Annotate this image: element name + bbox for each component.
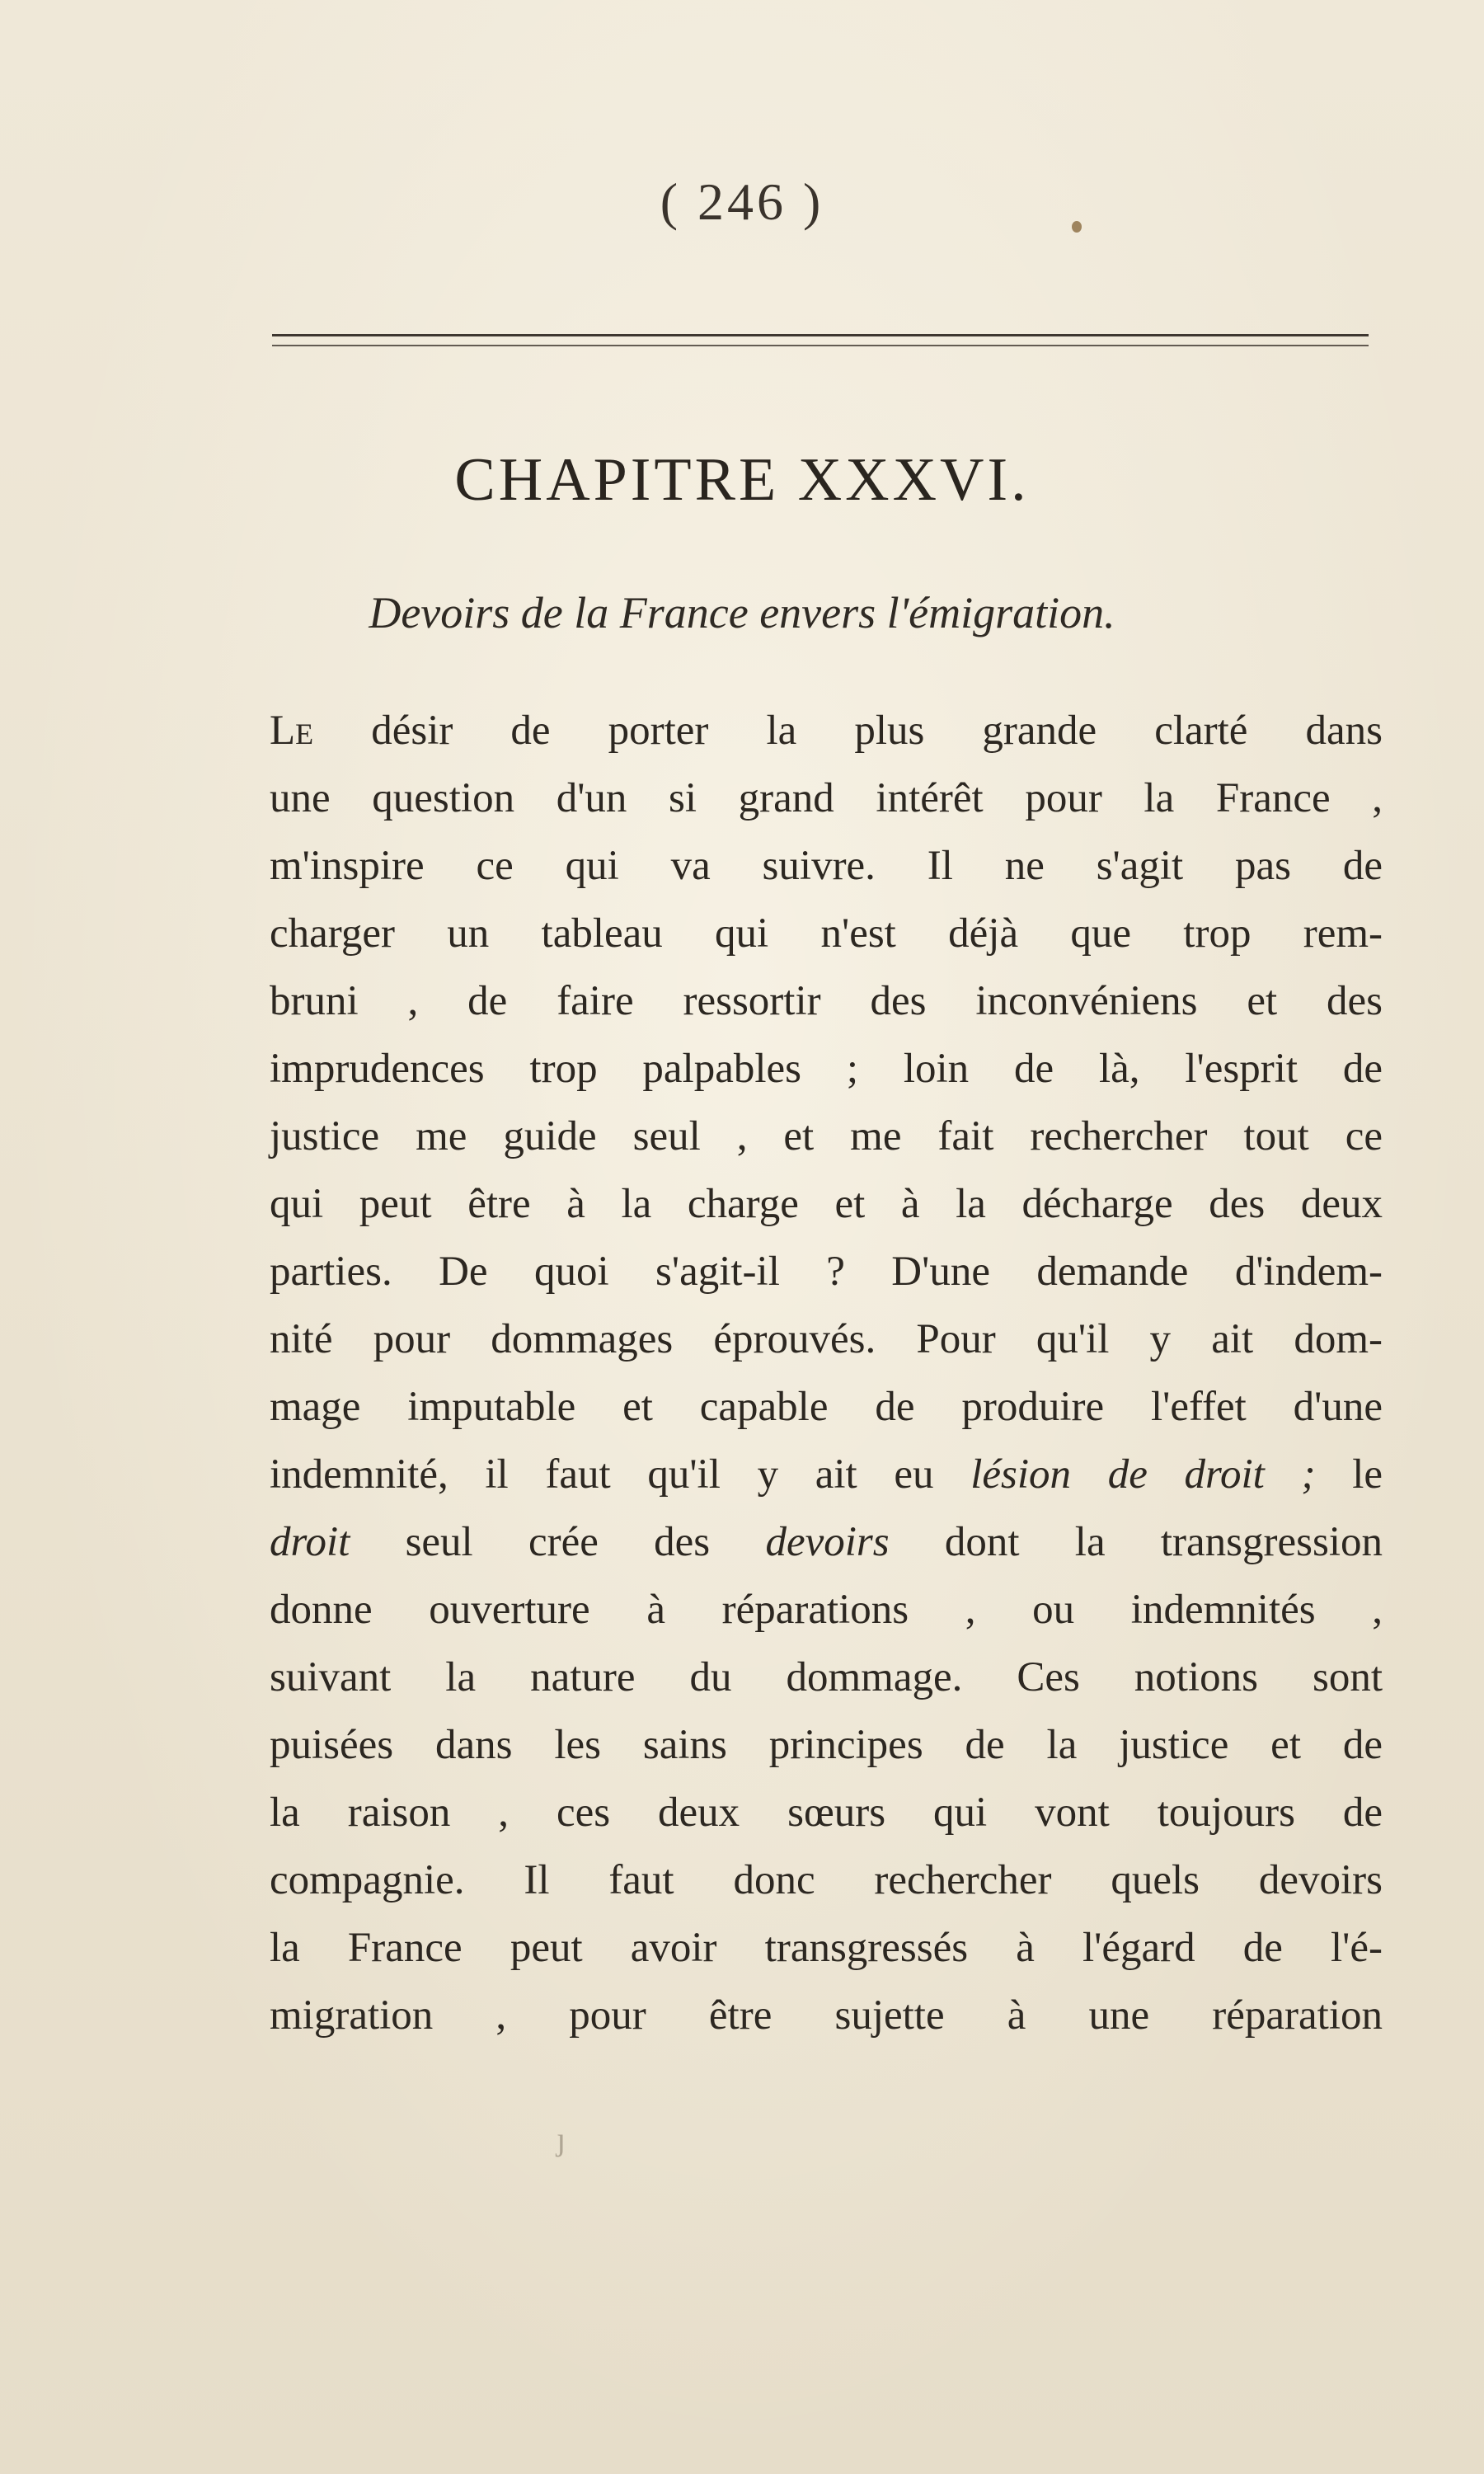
text-run: la raison , ces deux sœurs qui vont toujours de — [270, 1790, 1383, 1836]
text-run: une question d'un si grand intérêt pour la France , — [270, 775, 1383, 821]
text-line — [270, 1508, 1383, 1576]
text-run: qui peut être à la charge et à la décharge des deux — [270, 1181, 1383, 1227]
text-run: indemnité, il faut qu'il y ait eu — [270, 1451, 971, 1498]
text-run: le — [1315, 1451, 1383, 1498]
text-line — [270, 1982, 1383, 2049]
text-line — [270, 1846, 1383, 1914]
text-line — [270, 1103, 1383, 1170]
text-run: parties. De quoi s'agit-il ? D'une demande d'indem- — [270, 1249, 1383, 1295]
text-line — [270, 1644, 1383, 1711]
text-line — [270, 967, 1383, 1035]
text-run: devoirs — [765, 1519, 890, 1565]
text-line — [270, 1914, 1383, 1982]
body-text — [270, 697, 1383, 2049]
chapter-subtitle: Devoirs de la France envers l'émigration. — [369, 588, 1115, 637]
text-run: compagnie. Il faut donc rechercher quels devoirs — [270, 1857, 1383, 1903]
text-line — [270, 764, 1383, 832]
text-line — [270, 1441, 1383, 1508]
text-run: désir de porter la plus grande clarté dans — [313, 708, 1383, 754]
text-line — [270, 697, 1383, 764]
text-run: Le — [270, 708, 314, 754]
text-run: lésion de droit ; — [970, 1451, 1316, 1498]
text-run: puisées dans les sains principes de la justice et de — [270, 1722, 1383, 1768]
text-line — [270, 1035, 1383, 1103]
text-run: m'inspire ce qui va suivre. Il ne s'agit pas de — [270, 843, 1383, 889]
text-line — [270, 1305, 1383, 1373]
text-line — [270, 1170, 1383, 1238]
text-run: nité pour dommages éprouvés. Pour qu'il y ait dom- — [270, 1316, 1383, 1362]
header-rule-thin — [272, 345, 1369, 346]
text-line — [270, 1576, 1383, 1644]
text-line — [270, 832, 1383, 900]
text-run: donne ouverture à réparations , ou indemnités , — [270, 1587, 1383, 1633]
text-line — [270, 1711, 1383, 1779]
ink-mark: ȷ — [556, 2120, 566, 2157]
text-run: bruni , de faire ressortir des inconvéniens et des — [270, 978, 1383, 1024]
text-run: migration , pour être sujette à une réparation — [270, 1992, 1383, 2039]
text-run: mage imputable et capable de produire l'effet d'une — [270, 1384, 1383, 1430]
ink-speck — [1072, 221, 1082, 233]
text-line — [270, 1779, 1383, 1846]
chapter-title: CHAPITRE XXXVI. — [454, 446, 1030, 514]
text-line — [270, 1238, 1383, 1305]
text-run: imprudences trop palpables ; loin de là, l'esprit de — [270, 1046, 1383, 1092]
text-run: seul crée des — [350, 1519, 766, 1565]
text-line — [270, 900, 1383, 967]
text-run: suivant la nature du dommage. Ces notions sont — [270, 1654, 1383, 1700]
text-run: charger un tableau qui n'est déjà que trop rem- — [270, 910, 1383, 957]
text-line — [270, 1373, 1383, 1441]
text-run: droit — [270, 1519, 350, 1565]
text-run: justice me guide seul , et me fait rechercher tout ce — [270, 1113, 1383, 1159]
text-run: dont la transgression — [889, 1519, 1383, 1565]
text-run: la France peut avoir transgressés à l'égard de l'é- — [270, 1925, 1383, 1971]
header-rule — [272, 334, 1369, 336]
page-number: ( 246 ) — [660, 172, 824, 231]
